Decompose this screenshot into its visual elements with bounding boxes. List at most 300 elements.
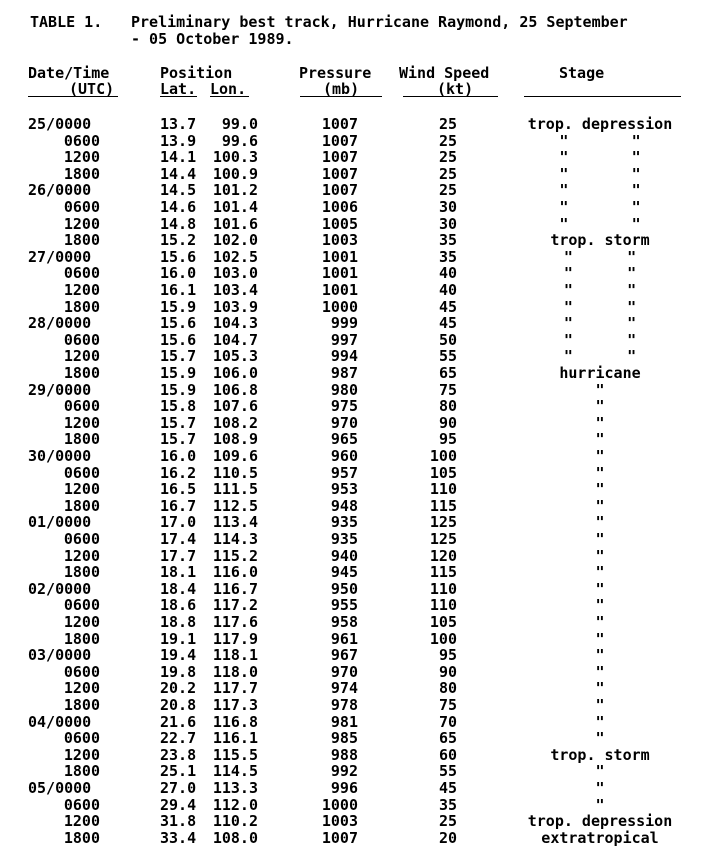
cell-lon: 104.7 [212, 330, 258, 349]
cell-stage: trop. depression [527, 115, 673, 133]
cell-stage: " [595, 579, 605, 598]
cell-stage: " [595, 646, 605, 665]
cell-lon: 108.9 [212, 430, 258, 449]
table-row [0, 149, 708, 166]
cell-wind: 70 [438, 712, 457, 731]
table-caption [30, 14, 628, 48]
cell-pressure: 967 [330, 646, 358, 665]
cell-lat: 14.4 [160, 164, 197, 183]
cell-wind: 115 [429, 496, 457, 515]
table-row [0, 780, 708, 797]
cell-lat: 33.4 [160, 828, 197, 847]
caption-line-1: Preliminary best track, Hurricane Raymond, 25 September [131, 13, 628, 31]
cell-stage: " " [563, 281, 637, 299]
cell-datetime: 1200 [63, 745, 100, 764]
cell-lon: 117.2 [212, 596, 258, 615]
cell-stage: " " [559, 164, 641, 183]
cell-lon: 105.3 [212, 347, 258, 366]
header-underline-datetime [28, 96, 118, 97]
cell-stage: " [595, 629, 605, 648]
cell-lat: 16.7 [160, 496, 197, 515]
cell-pressure: 999 [330, 314, 358, 333]
table-row [0, 763, 708, 780]
cell-stage: " [595, 397, 605, 416]
header-underline-lon [210, 96, 249, 97]
cell-datetime: 26/0000 [28, 181, 92, 200]
cell-lon: 116.8 [212, 712, 258, 731]
cell-lon: 114.5 [212, 762, 258, 781]
cell-wind: 45 [438, 779, 457, 797]
cell-lon: 103.4 [212, 281, 258, 299]
cell-datetime: 1800 [63, 496, 100, 515]
cell-pressure: 994 [330, 347, 358, 366]
cell-lat: 16.2 [160, 463, 197, 482]
cell-lon: 100.9 [212, 164, 258, 183]
cell-datetime: 29/0000 [28, 380, 92, 399]
table-row [0, 465, 708, 482]
cell-pressure: 1001 [321, 264, 358, 283]
cell-wind: 30 [438, 198, 457, 216]
table-row [0, 299, 708, 316]
cell-lon: 110.2 [212, 812, 258, 831]
cell-datetime: 0600 [63, 131, 100, 150]
cell-lon: 102.5 [212, 247, 258, 266]
cell-pressure: 1001 [321, 281, 358, 299]
table-row [0, 166, 708, 183]
cell-lon: 113.3 [212, 779, 258, 797]
cell-wind: 35 [438, 247, 457, 266]
cell-pressure: 1007 [321, 828, 358, 847]
cell-lat: 15.9 [160, 364, 197, 382]
header-position: Position [160, 64, 233, 82]
cell-lat: 16.0 [160, 264, 197, 283]
cell-lat: 23.8 [160, 745, 197, 764]
cell-stage: " " [563, 347, 637, 366]
cell-wind: 65 [438, 729, 457, 748]
cell-datetime: 03/0000 [28, 646, 92, 665]
cell-stage: " [595, 380, 605, 399]
table-row [0, 597, 708, 614]
cell-lon: 117.7 [212, 679, 258, 698]
cell-lat: 17.0 [160, 513, 197, 532]
cell-pressure: 1006 [321, 198, 358, 216]
header-lon: Lon. [210, 80, 247, 98]
cell-lat: 21.6 [160, 712, 197, 731]
cell-stage: extratropical [541, 828, 659, 847]
table-row [0, 564, 708, 581]
cell-datetime: 0600 [63, 729, 100, 748]
cell-stage: " [595, 712, 605, 731]
cell-lon: 113.4 [212, 513, 258, 532]
cell-wind: 25 [438, 115, 457, 133]
cell-wind: 115 [429, 563, 457, 582]
cell-datetime: 1200 [63, 347, 100, 366]
cell-lat: 31.8 [160, 812, 197, 831]
cell-lon: 106.8 [212, 380, 258, 399]
header-underline-pressure [300, 96, 382, 97]
cell-datetime: 0600 [63, 596, 100, 615]
cell-lat: 15.2 [160, 231, 197, 250]
table-row [0, 647, 708, 664]
cell-datetime: 05/0000 [28, 779, 92, 797]
cell-pressure: 961 [330, 629, 358, 648]
cell-pressure: 1001 [321, 247, 358, 266]
table-row [0, 614, 708, 631]
table-row [0, 265, 708, 282]
cell-pressure: 953 [330, 480, 358, 499]
cell-wind: 125 [429, 530, 457, 548]
cell-pressure: 987 [330, 364, 358, 382]
cell-lat: 20.8 [160, 696, 197, 714]
cell-pressure: 965 [330, 430, 358, 449]
cell-wind: 50 [438, 330, 457, 349]
cell-datetime: 02/0000 [28, 579, 92, 598]
cell-stage: " " [563, 297, 637, 316]
cell-lon: 107.6 [212, 397, 258, 416]
cell-lat: 29.4 [160, 795, 197, 814]
cell-stage: " [595, 762, 605, 781]
cell-stage: " [595, 596, 605, 615]
cell-datetime: 0600 [63, 397, 100, 416]
cell-pressure: 975 [330, 397, 358, 416]
cell-lat: 19.8 [160, 662, 197, 681]
cell-wind: 55 [438, 347, 457, 366]
table-row [0, 531, 708, 548]
cell-datetime: 1200 [63, 613, 100, 631]
cell-lon: 108.2 [212, 413, 258, 432]
cell-pressure: 992 [330, 762, 358, 781]
cell-wind: 60 [438, 745, 457, 764]
cell-lat: 17.4 [160, 530, 197, 548]
cell-datetime: 1200 [63, 148, 100, 167]
cell-pressure: 980 [330, 380, 358, 399]
caption-line-2: - 05 October 1989. [131, 30, 294, 48]
table-row [0, 249, 708, 266]
cell-wind: 75 [438, 696, 457, 714]
cell-pressure: 957 [330, 463, 358, 482]
header-stage: Stage [559, 64, 605, 82]
cell-pressure: 970 [330, 662, 358, 681]
cell-lat: 15.7 [160, 347, 197, 366]
table-row [0, 697, 708, 714]
cell-wind: 45 [438, 314, 457, 333]
cell-wind: 75 [438, 380, 457, 399]
cell-lat: 15.6 [160, 314, 197, 333]
header-underline-wind [403, 96, 498, 97]
table-row [0, 182, 708, 199]
cell-lat: 14.6 [160, 198, 197, 216]
cell-stage: trop. depression [527, 812, 673, 831]
cell-lon: 111.5 [212, 480, 258, 499]
cell-pressure: 1000 [321, 297, 358, 316]
cell-datetime: 0600 [63, 198, 100, 216]
table-label: TABLE 1. [30, 13, 103, 31]
header-underline-lat [160, 96, 197, 97]
cell-pressure: 1003 [321, 812, 358, 831]
cell-lon: 116.1 [212, 729, 258, 748]
cell-lat: 27.0 [160, 779, 197, 797]
cell-lon: 117.3 [212, 696, 258, 714]
cell-stage: " " [559, 198, 641, 216]
cell-pressure: 996 [330, 779, 358, 797]
cell-lon: 102.0 [212, 231, 258, 250]
cell-wind: 25 [438, 812, 457, 831]
cell-datetime: 28/0000 [28, 314, 92, 333]
cell-lon: 118.0 [212, 662, 258, 681]
cell-wind: 110 [429, 480, 457, 499]
table-row [0, 664, 708, 681]
cell-lon: 103.0 [212, 264, 258, 283]
cell-datetime: 1800 [63, 231, 100, 250]
cell-stage: trop. storm [550, 745, 650, 764]
cell-wind: 125 [429, 513, 457, 532]
cell-stage: " " [563, 314, 637, 333]
cell-stage: " " [559, 214, 641, 233]
cell-lat: 20.2 [160, 679, 197, 698]
cell-stage: " [595, 795, 605, 814]
cell-stage: " " [563, 247, 637, 266]
cell-datetime: 0600 [63, 463, 100, 482]
cell-lon: 109.6 [212, 447, 258, 465]
cell-lat: 18.1 [160, 563, 197, 582]
cell-lat: 15.6 [160, 247, 197, 266]
cell-datetime: 27/0000 [28, 247, 92, 266]
cell-lon: 108.0 [212, 828, 258, 847]
cell-lon: 115.5 [212, 745, 258, 764]
cell-datetime: 1200 [63, 679, 100, 698]
cell-wind: 20 [438, 828, 457, 847]
cell-lat: 15.9 [160, 380, 197, 399]
cell-stage: " [595, 480, 605, 499]
table-row [0, 514, 708, 531]
cell-datetime: 0600 [63, 264, 100, 283]
cell-wind: 45 [438, 297, 457, 316]
table-row [0, 581, 708, 598]
cell-lat: 14.1 [160, 148, 197, 167]
cell-lon: 106.0 [212, 364, 258, 382]
cell-lon: 115.2 [212, 546, 258, 565]
cell-datetime: 0600 [63, 662, 100, 681]
cell-stage: " [595, 679, 605, 698]
cell-stage: " [595, 696, 605, 714]
cell-pressure: 985 [330, 729, 358, 748]
cell-lon: 101.6 [212, 214, 258, 233]
table-row [0, 415, 708, 432]
table-row [0, 631, 708, 648]
cell-lon: 117.6 [212, 613, 258, 631]
header-pressure-unit: (mb) [323, 80, 360, 98]
cell-lat: 16.5 [160, 480, 197, 499]
header-datetime-unit: (UTC) [69, 80, 115, 98]
cell-pressure: 1003 [321, 231, 358, 250]
cell-pressure: 948 [330, 496, 358, 515]
table-row [0, 481, 708, 498]
cell-datetime: 1800 [63, 563, 100, 582]
cell-wind: 95 [438, 646, 457, 665]
cell-lat: 14.8 [160, 214, 197, 233]
table-row [0, 830, 708, 847]
table-row [0, 398, 708, 415]
cell-lat: 15.7 [160, 413, 197, 432]
cell-wind: 80 [438, 397, 457, 416]
table-row [0, 282, 708, 299]
cell-wind: 30 [438, 214, 457, 233]
table-row [0, 116, 708, 133]
cell-datetime: 1200 [63, 281, 100, 299]
cell-datetime: 04/0000 [28, 712, 92, 731]
cell-pressure: 981 [330, 712, 358, 731]
cell-datetime: 1800 [63, 828, 100, 847]
cell-datetime: 1200 [63, 812, 100, 831]
table-row [0, 431, 708, 448]
cell-stage: " " [559, 181, 641, 200]
table-row [0, 382, 708, 399]
cell-stage: " " [563, 264, 637, 283]
cell-lat: 18.8 [160, 613, 197, 631]
cell-datetime: 1800 [63, 364, 100, 382]
cell-lat: 18.4 [160, 579, 197, 598]
cell-lat: 18.6 [160, 596, 197, 615]
header-pressure: Pressure [299, 64, 372, 82]
cell-pressure: 1005 [321, 214, 358, 233]
cell-datetime: 1800 [63, 629, 100, 648]
cell-wind: 90 [438, 662, 457, 681]
cell-stage: " [595, 463, 605, 482]
cell-wind: 35 [438, 795, 457, 814]
cell-lat: 15.8 [160, 397, 197, 416]
cell-lon: 99.0 [221, 115, 258, 133]
table-row [0, 797, 708, 814]
cell-pressure: 1007 [321, 181, 358, 200]
cell-wind: 90 [438, 413, 457, 432]
cell-stage: trop. storm [550, 231, 650, 250]
cell-datetime: 0600 [63, 795, 100, 814]
table-row [0, 133, 708, 150]
cell-wind: 40 [438, 264, 457, 283]
cell-wind: 105 [429, 463, 457, 482]
table-row [0, 232, 708, 249]
cell-wind: 65 [438, 364, 457, 382]
cell-pressure: 958 [330, 613, 358, 631]
cell-lon: 101.4 [212, 198, 258, 216]
cell-pressure: 945 [330, 563, 358, 582]
cell-stage: " [595, 613, 605, 631]
cell-wind: 55 [438, 762, 457, 781]
table-row [0, 448, 708, 465]
cell-wind: 110 [429, 596, 457, 615]
cell-lon: 110.5 [212, 463, 258, 482]
cell-lat: 15.9 [160, 297, 197, 316]
cell-lat: 13.9 [160, 131, 197, 150]
cell-wind: 100 [429, 447, 457, 465]
cell-stage: " [595, 513, 605, 532]
cell-stage: " [595, 662, 605, 681]
cell-datetime: 1200 [63, 546, 100, 565]
cell-lon: 101.2 [212, 181, 258, 200]
header-datetime: Date/Time [28, 64, 110, 82]
cell-datetime: 25/0000 [28, 115, 92, 133]
cell-pressure: 974 [330, 679, 358, 698]
cell-pressure: 960 [330, 447, 358, 465]
cell-pressure: 988 [330, 745, 358, 764]
cell-lon: 103.9 [212, 297, 258, 316]
cell-stage: " " [563, 330, 637, 349]
cell-lat: 25.1 [160, 762, 197, 781]
table-row [0, 714, 708, 731]
cell-wind: 25 [438, 148, 457, 167]
cell-wind: 40 [438, 281, 457, 299]
cell-pressure: 955 [330, 596, 358, 615]
cell-lon: 116.7 [212, 579, 258, 598]
cell-wind: 25 [438, 181, 457, 200]
table-row [0, 747, 708, 764]
cell-pressure: 1000 [321, 795, 358, 814]
cell-lon: 116.0 [212, 563, 258, 582]
cell-stage: " [595, 729, 605, 748]
cell-stage: " [595, 563, 605, 582]
cell-lat: 22.7 [160, 729, 197, 748]
cell-wind: 80 [438, 679, 457, 698]
cell-lat: 16.1 [160, 281, 197, 299]
cell-wind: 95 [438, 430, 457, 449]
cell-lon: 112.0 [212, 795, 258, 814]
cell-lat: 13.7 [160, 115, 197, 133]
table-row [0, 548, 708, 565]
cell-stage: " [595, 447, 605, 465]
cell-datetime: 30/0000 [28, 447, 92, 465]
cell-lon: 118.1 [212, 646, 258, 665]
header-wind: Wind Speed [399, 64, 490, 82]
cell-lat: 15.7 [160, 430, 197, 449]
table-row [0, 332, 708, 349]
cell-datetime: 0600 [63, 530, 100, 548]
cell-lon: 100.3 [212, 148, 258, 167]
cell-datetime: 1800 [63, 297, 100, 316]
cell-stage: " " [559, 148, 641, 167]
cell-lat: 17.7 [160, 546, 197, 565]
cell-pressure: 1007 [321, 115, 358, 133]
table-row [0, 813, 708, 830]
cell-pressure: 997 [330, 330, 358, 349]
table-row [0, 680, 708, 697]
table-row [0, 365, 708, 382]
table-row [0, 730, 708, 747]
cell-datetime: 01/0000 [28, 513, 92, 532]
cell-datetime: 1200 [63, 480, 100, 499]
cell-lat: 16.0 [160, 447, 197, 465]
cell-wind: 120 [429, 546, 457, 565]
cell-stage: " [595, 430, 605, 449]
cell-lon: 112.5 [212, 496, 258, 515]
cell-stage: hurricane [559, 364, 641, 382]
cell-lat: 19.4 [160, 646, 197, 665]
cell-pressure: 940 [330, 546, 358, 565]
table-row [0, 498, 708, 515]
cell-stage: " [595, 530, 605, 548]
table-row [0, 315, 708, 332]
cell-lon: 114.3 [212, 530, 258, 548]
cell-lat: 14.5 [160, 181, 197, 200]
cell-pressure: 1007 [321, 164, 358, 183]
cell-pressure: 978 [330, 696, 358, 714]
cell-stage: " " [559, 131, 641, 150]
cell-stage: " [595, 546, 605, 565]
cell-lon: 104.3 [212, 314, 258, 333]
header-wind-unit: (kt) [437, 80, 474, 98]
table-row [0, 216, 708, 233]
cell-wind: 35 [438, 231, 457, 250]
cell-lat: 15.6 [160, 330, 197, 349]
